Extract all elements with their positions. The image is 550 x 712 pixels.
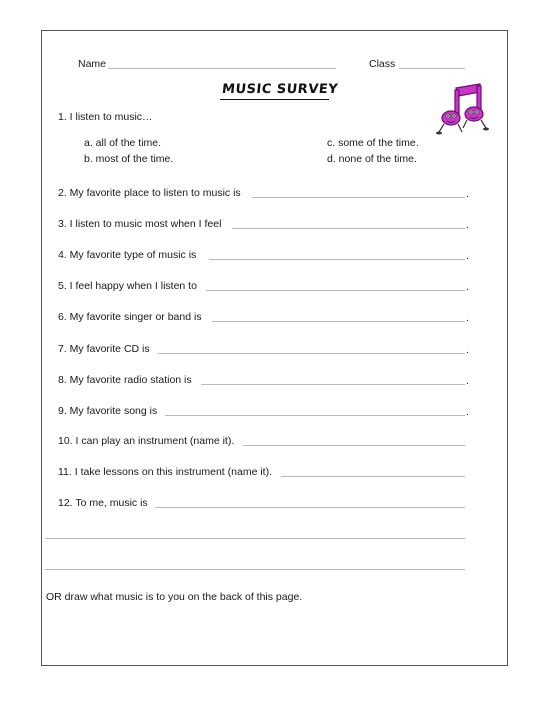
question-12: 12. To me, music is xyxy=(58,497,148,509)
footer-note: OR draw what music is to you on the back of this page. xyxy=(46,591,303,603)
class-field[interactable] xyxy=(399,68,465,69)
answer-line-7[interactable] xyxy=(158,353,465,354)
answer-line-2[interactable] xyxy=(252,197,465,198)
period: . xyxy=(466,344,469,356)
question-2: 2. My favorite place to listen to music is xyxy=(58,187,241,199)
extra-answer-line[interactable] xyxy=(45,538,465,539)
period: . xyxy=(466,406,469,418)
period: . xyxy=(466,281,469,293)
option-a[interactable]: a. all of the time. xyxy=(84,137,162,149)
question-3: 3. I listen to music most when I feel xyxy=(58,218,222,230)
option-b[interactable]: b. most of the time. xyxy=(84,153,174,165)
question-5: 5. I feel happy when I listen to xyxy=(58,280,197,292)
answer-line-11[interactable] xyxy=(281,476,465,477)
question-10: 10. I can play an instrument (name it). xyxy=(58,435,235,447)
answer-line-9[interactable] xyxy=(165,415,465,416)
answer-line-12[interactable] xyxy=(155,507,465,508)
question-4: 4. My favorite type of music is xyxy=(58,249,197,261)
period: . xyxy=(466,375,469,387)
answer-line-5[interactable] xyxy=(206,290,465,291)
name-field[interactable] xyxy=(108,68,336,69)
title-underline xyxy=(220,99,329,100)
period: . xyxy=(466,250,469,262)
class-label: Class xyxy=(369,58,396,70)
page-title: MUSIC SURVEY xyxy=(221,82,339,97)
answer-line-3[interactable] xyxy=(232,228,465,229)
period: . xyxy=(466,188,469,200)
question-1: 1. I listen to music… xyxy=(58,111,153,123)
period: . xyxy=(466,312,469,324)
answer-line-4[interactable] xyxy=(209,259,465,260)
option-d[interactable]: d. none of the time. xyxy=(327,153,417,165)
music-note-icon xyxy=(436,82,492,138)
answer-line-6[interactable] xyxy=(212,321,465,322)
question-9: 9. My favorite song is xyxy=(58,405,158,417)
answer-line-8[interactable] xyxy=(201,384,465,385)
extra-answer-line[interactable] xyxy=(45,569,465,570)
answer-line-10[interactable] xyxy=(243,445,465,446)
question-7: 7. My favorite CD is xyxy=(58,343,150,355)
question-6: 6. My favorite singer or band is xyxy=(58,311,202,323)
question-11: 11. I take lessons on this instrument (name it). xyxy=(58,466,272,478)
period: . xyxy=(466,219,469,231)
option-c[interactable]: c. some of the time. xyxy=(327,137,419,149)
question-8: 8. My favorite radio station is xyxy=(58,374,192,386)
name-label: Name xyxy=(78,58,107,70)
